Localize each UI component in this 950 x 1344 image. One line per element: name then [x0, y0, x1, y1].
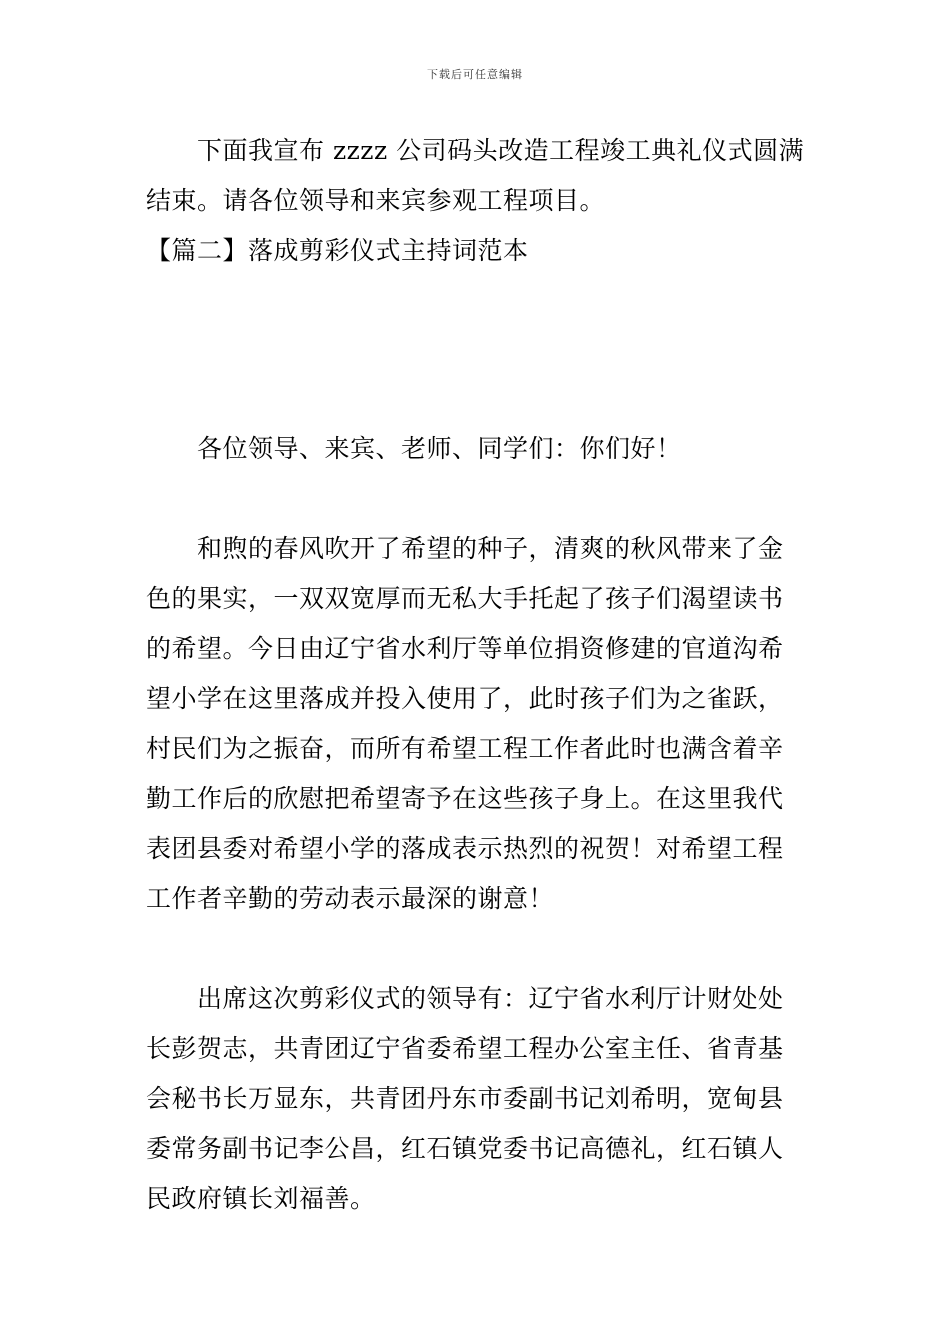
paragraph-2-line-6: 勤工作后的欣慰把希望寄予在这些孩子身上。在这里我代	[146, 784, 784, 813]
closing-paragraph-line-1: 下面我宣布 zzzz 公司码头改造工程竣工典礼仪式圆满	[197, 136, 805, 165]
paragraph-2-line-8: 工作者辛勤的劳动表示最深的谢意！	[146, 884, 555, 913]
paragraph-2-line-5: 村民们为之振奋，而所有希望工程工作者此时也满含着辛	[146, 734, 784, 763]
paragraph-3-line-2: 长彭贺志，共青团辽宁省委希望工程办公室主任、省青基	[146, 1034, 784, 1063]
paragraph-3-line-4: 委常务副书记李公昌，红石镇党委书记高德礼，红石镇人	[146, 1134, 784, 1163]
section-heading: 【篇二】落成剪彩仪式主持词范本	[146, 236, 529, 265]
paragraph-2-line-7: 表团县委对希望小学的落成表示热烈的祝贺！对希望工程	[146, 834, 784, 863]
closing-paragraph-line-2: 结束。请各位领导和来宾参观工程项目。	[146, 186, 606, 215]
header-note: 下载后可任意编辑	[427, 68, 523, 81]
paragraph-3-line-1: 出席这次剪彩仪式的领导有：辽宁省水利厅计财处处	[197, 984, 784, 1013]
paragraph-3-line-5: 民政府镇长刘福善。	[146, 1184, 376, 1213]
paragraph-2-line-1: 和煦的春风吹开了希望的种子，清爽的秋风带来了金	[197, 534, 784, 563]
paragraph-3-line-3: 会秘书长万显东，共青团丹东市委副书记刘希明，宽甸县	[146, 1084, 784, 1113]
paragraph-2-line-2: 色的果实，一双双宽厚而无私大手托起了孩子们渴望读书	[146, 584, 784, 613]
greeting-line: 各位领导、来宾、老师、同学们：你们好！	[197, 434, 682, 463]
paragraph-2-line-3: 的希望。今日由辽宁省水利厅等单位捐资修建的官道沟希	[146, 634, 784, 663]
paragraph-2-line-4: 望小学在这里落成并投入使用了，此时孩子们为之雀跃，	[146, 684, 784, 713]
